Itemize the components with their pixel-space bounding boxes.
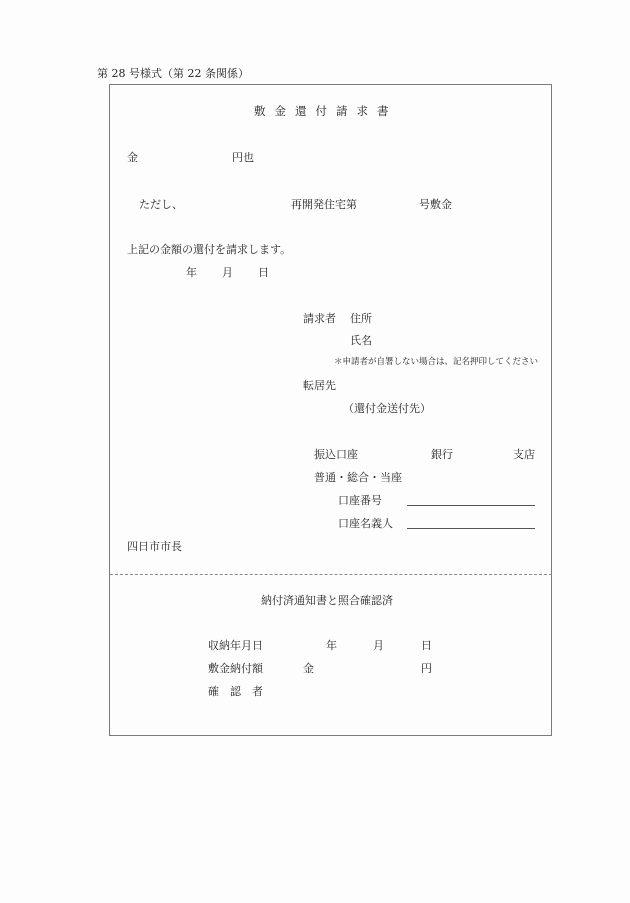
account-types: 普通・総合・当座 [314, 471, 402, 484]
account-holder-line [407, 528, 535, 529]
cut-line [110, 574, 552, 575]
address-label: 住所 [350, 312, 372, 325]
branch-label: 支店 [513, 448, 535, 461]
date-day: 日 [258, 266, 269, 279]
deposit-amount-suffix: 円 [421, 662, 432, 675]
receipt-date-label: 収納年月日 [208, 639, 263, 652]
proviso-middle: 再開発住宅第 [291, 198, 357, 211]
amount-suffix: 円也 [232, 151, 254, 164]
bank-label: 銀行 [431, 448, 453, 461]
date-year: 年 [186, 266, 197, 279]
verification-heading: 納付済通知書と照合確認済 [261, 594, 393, 607]
addressee: 四日市市長 [127, 540, 182, 553]
signature-note: ＊申請者が自署しない場合は、記名押印してください [334, 357, 539, 367]
account-number-label: 口座番号 [338, 494, 382, 507]
new-address-sub: （還付金送付先） [343, 402, 431, 415]
receipt-day: 日 [421, 639, 432, 652]
amount-prefix: 金 [127, 151, 138, 164]
deposit-amount-prefix: 金 [303, 662, 314, 675]
account-holder-label: 口座名義人 [338, 517, 393, 530]
proviso-label: ただし、 [139, 198, 183, 211]
account-number-line [407, 505, 535, 506]
name-label: 氏名 [350, 334, 372, 347]
receipt-month: 月 [373, 639, 384, 652]
form-number: 第 28 号様式（第 22 条関係） [97, 67, 249, 80]
transfer-account-label: 振込口座 [314, 448, 358, 461]
confirmer-label: 確 認 者 [208, 685, 263, 698]
receipt-year: 年 [326, 639, 337, 652]
proviso-suffix: 号敷金 [419, 198, 452, 211]
request-text: 上記の金額の還付を請求します。 [127, 243, 292, 256]
form-title: 敷金還付請求書 [254, 104, 398, 118]
deposit-amount-label: 敷金納付額 [208, 662, 263, 675]
date-month: 月 [222, 266, 233, 279]
claimant-label: 請求者 [303, 312, 336, 325]
new-address-label: 転居先 [303, 379, 336, 392]
